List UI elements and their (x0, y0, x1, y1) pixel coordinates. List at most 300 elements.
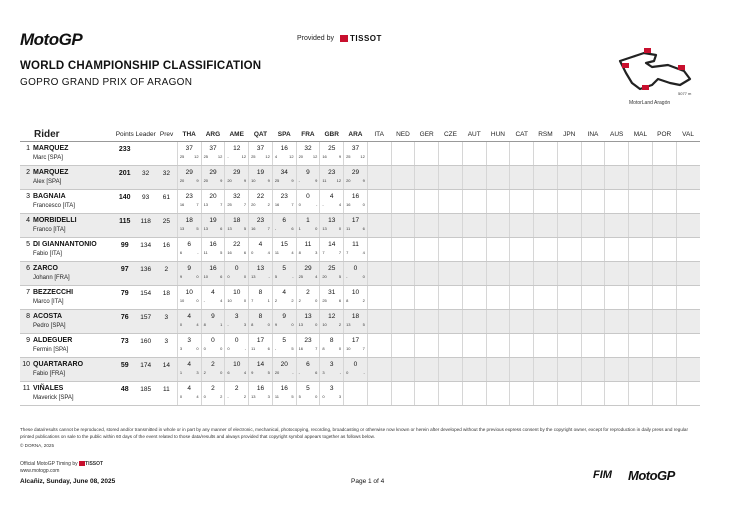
sprint-points: 5 (196, 225, 199, 231)
race-points: 25 (179, 153, 185, 159)
race-points: 20 (298, 153, 304, 159)
race-points: 10 (322, 321, 327, 327)
rider-surname: QUARTARARO (33, 360, 84, 368)
race-total: 25 (328, 144, 336, 152)
sprint-points: 2 (243, 393, 247, 399)
table-row (20, 261, 700, 285)
race-cell (201, 213, 225, 237)
rider-surname: MARQUEZ (33, 144, 69, 152)
race-total: 3 (187, 336, 192, 344)
col-race-arg: ARG (201, 128, 225, 141)
sprint-points: 12 (241, 153, 247, 159)
race-total: 20 (209, 192, 217, 200)
race-total: 10 (233, 360, 241, 368)
race-points: - (274, 345, 277, 351)
sprint-points: 12 (312, 153, 318, 159)
race-total: 16 (209, 264, 217, 272)
sprint-points: 0 (362, 201, 365, 207)
race-points: 0 (227, 273, 230, 279)
sprint-points: - (363, 369, 365, 375)
sprint-points: 2 (267, 201, 270, 207)
table-header (20, 128, 700, 141)
sprint-points: 4 (291, 249, 294, 255)
race-cell (177, 261, 201, 285)
race-cell (367, 213, 391, 237)
sprint-points: 1 (267, 297, 270, 303)
race-total: 13 (256, 264, 265, 272)
race-cell (629, 333, 653, 357)
race-points: - (298, 369, 300, 375)
race-points: 0 (346, 369, 349, 375)
col-race-val: VAL (676, 128, 700, 141)
race-total: 10 (185, 288, 193, 296)
race-total: 13 (328, 216, 336, 224)
race-cell (272, 237, 296, 261)
sprint-points: 4 (362, 249, 365, 255)
race-points: 8 (203, 321, 206, 327)
rider-position: 5 (26, 240, 30, 248)
race-total: 29 (209, 168, 217, 176)
race-cell (249, 189, 273, 213)
race-cell (415, 237, 439, 261)
race-total: 22 (256, 192, 265, 200)
rider-prev: 16 (162, 241, 170, 249)
race-cell (510, 165, 534, 189)
race-cell (439, 381, 463, 405)
race-points: 16 (227, 249, 232, 255)
race-total: 8 (329, 336, 334, 344)
track-name: MotorLand Aragón (629, 100, 671, 106)
sprint-points: 9 (196, 177, 199, 183)
provided-by-label: Provided by (297, 35, 334, 42)
race-points: 13 (227, 225, 232, 231)
race-cell (510, 285, 534, 309)
sprint-points: 1 (220, 321, 223, 327)
col-race-aut: AUT (462, 128, 486, 141)
race-total: 4 (329, 192, 334, 200)
rider-points: 59 (120, 361, 129, 369)
rider-position: 2 (26, 168, 30, 176)
race-total: 4 (187, 360, 192, 368)
rider-leader: 32 (142, 169, 150, 177)
race-points: 5 (298, 393, 301, 399)
col-leader: Leader (135, 128, 155, 141)
race-cell (201, 237, 225, 261)
classification-table (20, 128, 700, 406)
sprint-points: 6 (220, 273, 223, 279)
race-total: 2 (306, 288, 310, 296)
rider-firstname: Fabio [FRA] (33, 370, 66, 377)
race-points: 11 (322, 177, 327, 183)
race-cell (439, 261, 463, 285)
sprint-points: 5 (338, 273, 342, 279)
race-total: 32 (233, 192, 241, 200)
race-points: 8 (346, 297, 349, 303)
race-cell (581, 213, 605, 237)
race-cell (462, 309, 486, 333)
race-cell (510, 237, 534, 261)
race-cell (225, 285, 249, 309)
race-cell (652, 237, 676, 261)
sprint-points: 9 (291, 177, 294, 183)
rider-points: 79 (120, 289, 129, 297)
sprint-points: 9 (315, 177, 318, 183)
race-cell (296, 237, 320, 261)
race-points: 2 (298, 297, 301, 303)
race-points: 11 (346, 225, 351, 231)
race-points: 7 (251, 297, 254, 303)
race-cell (605, 141, 629, 165)
race-cell (629, 237, 653, 261)
table-row (20, 141, 700, 165)
rider-firstname: Franco [ITA] (33, 226, 66, 233)
race-cell (415, 381, 439, 405)
rider-points: 97 (120, 265, 129, 273)
sprint-points: 12 (289, 153, 294, 159)
race-points: 0 (179, 393, 183, 399)
race-points: 10 (203, 273, 209, 279)
race-total: 20 (280, 360, 288, 368)
race-points: - (322, 201, 324, 207)
race-cell (344, 381, 368, 405)
race-points: 13 (298, 321, 304, 327)
race-points: 5 (274, 273, 278, 279)
race-cell (272, 141, 296, 165)
sprint-points: 7 (267, 225, 270, 231)
race-total: 19 (256, 168, 265, 176)
race-total: 18 (233, 216, 241, 224)
race-cell (439, 285, 463, 309)
race-cell (510, 333, 534, 357)
sprint-points: 6 (338, 297, 342, 303)
race-cell (510, 309, 534, 333)
rider-surname: BAGNAIA (33, 192, 66, 200)
race-total: 37 (256, 144, 265, 152)
sprint-points: 0 (196, 273, 199, 279)
race-total: 37 (209, 144, 217, 152)
race-cell (462, 381, 486, 405)
race-cell (605, 237, 629, 261)
race-cell (605, 357, 629, 381)
sprint-points: 0 (315, 393, 318, 399)
race-total: 29 (304, 264, 312, 272)
race-points: - (227, 393, 229, 399)
track-length: 5077 m (678, 91, 692, 96)
race-cell (415, 261, 439, 285)
rider-prev: 11 (162, 385, 170, 393)
sprint-points: 2 (220, 393, 223, 399)
sprint-points: 6 (243, 249, 247, 255)
race-cell (676, 165, 700, 189)
race-points: 10 (227, 297, 232, 303)
race-points: 3 (322, 369, 325, 375)
sprint-points: 4 (267, 249, 270, 255)
rider-surname: ZARCO (33, 264, 58, 272)
race-cell (439, 309, 463, 333)
race-cell (557, 309, 581, 333)
rider-surname: ALDEGUER (33, 336, 73, 344)
race-cell (652, 141, 676, 165)
tissot-logo: TISSOT (340, 34, 382, 43)
race-total: 32 (304, 144, 312, 152)
rider-leader: 154 (140, 289, 152, 297)
race-cell (272, 213, 296, 237)
rider-points: 48 (120, 385, 129, 393)
race-points: - (346, 273, 348, 279)
race-cell (629, 309, 653, 333)
race-cell (415, 357, 439, 381)
race-cell (391, 189, 415, 213)
race-cell (249, 237, 273, 261)
race-total: 16 (280, 384, 288, 392)
race-cell (557, 237, 581, 261)
race-cell (652, 261, 676, 285)
rider-leader: 185 (140, 385, 152, 393)
race-total: 10 (351, 288, 360, 296)
race-total: 2 (211, 384, 215, 392)
rider-leader: 118 (140, 217, 151, 225)
race-cell (320, 213, 344, 237)
race-cell (652, 309, 676, 333)
table-row (20, 189, 700, 213)
sprint-points: - (292, 273, 294, 279)
race-points: 7 (346, 249, 349, 255)
race-cell (652, 165, 676, 189)
race-cell (296, 261, 320, 285)
race-cell (272, 261, 296, 285)
col-race-mal: MAL (629, 128, 653, 141)
race-cell (557, 357, 581, 381)
race-cell (676, 261, 700, 285)
rider-leader: 174 (140, 361, 152, 369)
race-points: 7 (322, 249, 325, 255)
race-total: 23 (304, 336, 312, 344)
sprint-points: 0 (196, 297, 199, 303)
sprint-points: 0 (291, 321, 294, 327)
race-total: 25 (328, 264, 336, 272)
sprint-points: 9 (362, 177, 365, 183)
race-cell (462, 165, 486, 189)
race-cell (486, 333, 510, 357)
race-cell (225, 333, 249, 357)
race-cell (344, 165, 368, 189)
race-total: 3 (329, 360, 334, 368)
sprint-points: 0 (315, 225, 318, 231)
race-points: 1 (298, 225, 301, 231)
sprint-points: 0 (220, 369, 223, 375)
race-cell (272, 309, 296, 333)
rider-leader: 136 (140, 265, 152, 273)
race-points: 10 (251, 177, 256, 183)
sprint-points: 12 (360, 153, 365, 159)
table-row (20, 285, 700, 309)
race-cell (296, 189, 320, 213)
race-points: 9 (179, 273, 183, 279)
race-points: 6 (179, 249, 183, 255)
race-cell (225, 213, 249, 237)
race-points: 25 (251, 153, 256, 159)
race-points: 4 (274, 153, 278, 159)
race-cell (534, 213, 558, 237)
sprint-points: 6 (220, 225, 223, 231)
race-points: 20 (274, 369, 280, 375)
race-cell (320, 285, 344, 309)
race-total: 16 (209, 240, 217, 248)
sprint-points: 0 (338, 345, 342, 351)
race-cell (415, 141, 439, 165)
rider-position: 9 (26, 336, 30, 344)
race-points: 20 (179, 177, 185, 183)
rider-firstname: Fabio [ITA] (33, 250, 62, 257)
race-total: 10 (233, 288, 241, 296)
col-race-spa: SPA (272, 128, 296, 141)
race-points: 20 (203, 177, 209, 183)
race-cell (225, 165, 249, 189)
race-total: 31 (328, 288, 336, 296)
race-cell (486, 381, 510, 405)
race-total: 4 (258, 240, 263, 248)
website-link[interactable]: www.motogp.com (20, 468, 60, 474)
disclaimer-text: These data/results cannot be reproduced, stored and/or transmitted in whole or in part by any manner of electronic, mechanical, photocopying, recording, broadcasting or otherwise now known or herein after developed without the previous express consent by the copyright owner, except for reproduction in daily press and regular printed publications on sale to the public within 60 days of the event related to those data/results and always provided that copyright symbol appears together as follows below. (20, 427, 689, 439)
rider-position: 6 (26, 264, 30, 272)
race-total: 1 (306, 216, 310, 224)
race-cell (249, 333, 273, 357)
race-total: 0 (234, 336, 239, 344)
col-race-qat: QAT (249, 128, 273, 141)
sprint-points: 4 (315, 273, 318, 279)
rider-firstname: Marc [SPA] (33, 154, 63, 161)
race-cell (367, 285, 391, 309)
sprint-points: 3 (243, 321, 247, 327)
race-total: 11 (304, 240, 312, 248)
motogp-logo: MotoGP (20, 30, 83, 49)
race-cell (201, 189, 225, 213)
sprint-points: 2 (291, 297, 294, 303)
race-total: 9 (211, 312, 215, 320)
race-total: 4 (282, 288, 287, 296)
rider-firstname: Johann [FRA] (33, 274, 70, 281)
race-cell (534, 261, 558, 285)
race-cell (344, 189, 368, 213)
sprint-points: 6 (362, 225, 365, 231)
race-cell (391, 285, 415, 309)
race-points: 16 (179, 201, 185, 207)
rider-prev (156, 142, 177, 146)
rider-surname: DI GIANNANTONIO (33, 240, 97, 248)
place-date: Alcañiz, Sunday, June 08, 2025 (20, 478, 116, 485)
race-cell (201, 309, 225, 333)
race-cell (201, 141, 225, 165)
col-race-cze: CZE (439, 128, 463, 141)
race-cell (367, 309, 391, 333)
rider-prev: 25 (162, 217, 170, 225)
race-cell (177, 309, 201, 333)
race-cell (320, 333, 344, 357)
race-points: 16 (322, 153, 327, 159)
race-cell (581, 261, 605, 285)
race-points: 25 (346, 153, 351, 159)
race-points: 13 (203, 225, 209, 231)
race-cell (320, 237, 344, 261)
race-cell (344, 141, 368, 165)
race-cell (581, 285, 605, 309)
race-cell (534, 237, 558, 261)
sprint-points: - (244, 345, 247, 351)
rider-points: 115 (119, 217, 131, 225)
race-cell (581, 357, 605, 381)
race-cell (510, 357, 534, 381)
race-points: 16 (346, 201, 351, 207)
race-cell (296, 285, 320, 309)
rider-leader: 93 (142, 193, 150, 201)
race-total: 4 (187, 384, 192, 392)
race-cell (676, 381, 700, 405)
race-cell (415, 309, 439, 333)
event-subtitle: GOPRO GRAND PRIX OF ARAGON (20, 77, 193, 88)
race-cell (557, 285, 581, 309)
race-total: 34 (280, 168, 288, 176)
race-cell (581, 333, 605, 357)
rider-prev: 61 (162, 193, 170, 201)
rider-prev: 2 (164, 265, 169, 273)
race-total: 14 (328, 240, 336, 248)
sprint-points: 3 (338, 393, 342, 399)
race-points: 16 (274, 201, 280, 207)
race-total: 4 (187, 312, 192, 320)
race-total: 19 (209, 216, 217, 224)
race-points: 13 (251, 273, 256, 279)
race-cell (510, 189, 534, 213)
race-cell (652, 357, 676, 381)
race-cell (320, 141, 344, 165)
race-cell (486, 141, 510, 165)
table-row (20, 381, 700, 405)
circuit-map-icon (610, 45, 700, 97)
race-total: 29 (185, 168, 193, 176)
race-cell (367, 165, 391, 189)
race-cell (177, 381, 201, 405)
race-points: 13 (346, 321, 351, 327)
sprint-points: 0 (315, 321, 318, 327)
rider-points: 233 (118, 145, 131, 153)
race-points: 8 (298, 249, 301, 255)
rider-firstname: Fermin [SPA] (33, 346, 69, 353)
race-cell (391, 261, 415, 285)
table-row (20, 165, 700, 189)
race-cell (272, 285, 296, 309)
race-cell (296, 309, 320, 333)
race-cell (225, 261, 249, 285)
race-cell (605, 165, 629, 189)
race-cell (605, 213, 629, 237)
rider-position: 1 (26, 144, 30, 152)
race-cell (320, 189, 344, 213)
sprint-points: - (315, 201, 318, 207)
sprint-points: 7 (315, 345, 318, 351)
race-total: 29 (351, 168, 360, 176)
race-points: - (203, 297, 205, 303)
race-points: 11 (274, 393, 279, 399)
race-total: 18 (185, 216, 193, 224)
race-cell (201, 357, 225, 381)
race-cell (629, 189, 653, 213)
sprint-points: 3 (267, 393, 270, 399)
race-total: 0 (234, 264, 239, 272)
sprint-points: 5 (267, 369, 270, 375)
race-cell (462, 333, 486, 357)
col-race-fra: FRA (296, 128, 320, 141)
race-total: 2 (234, 384, 239, 392)
